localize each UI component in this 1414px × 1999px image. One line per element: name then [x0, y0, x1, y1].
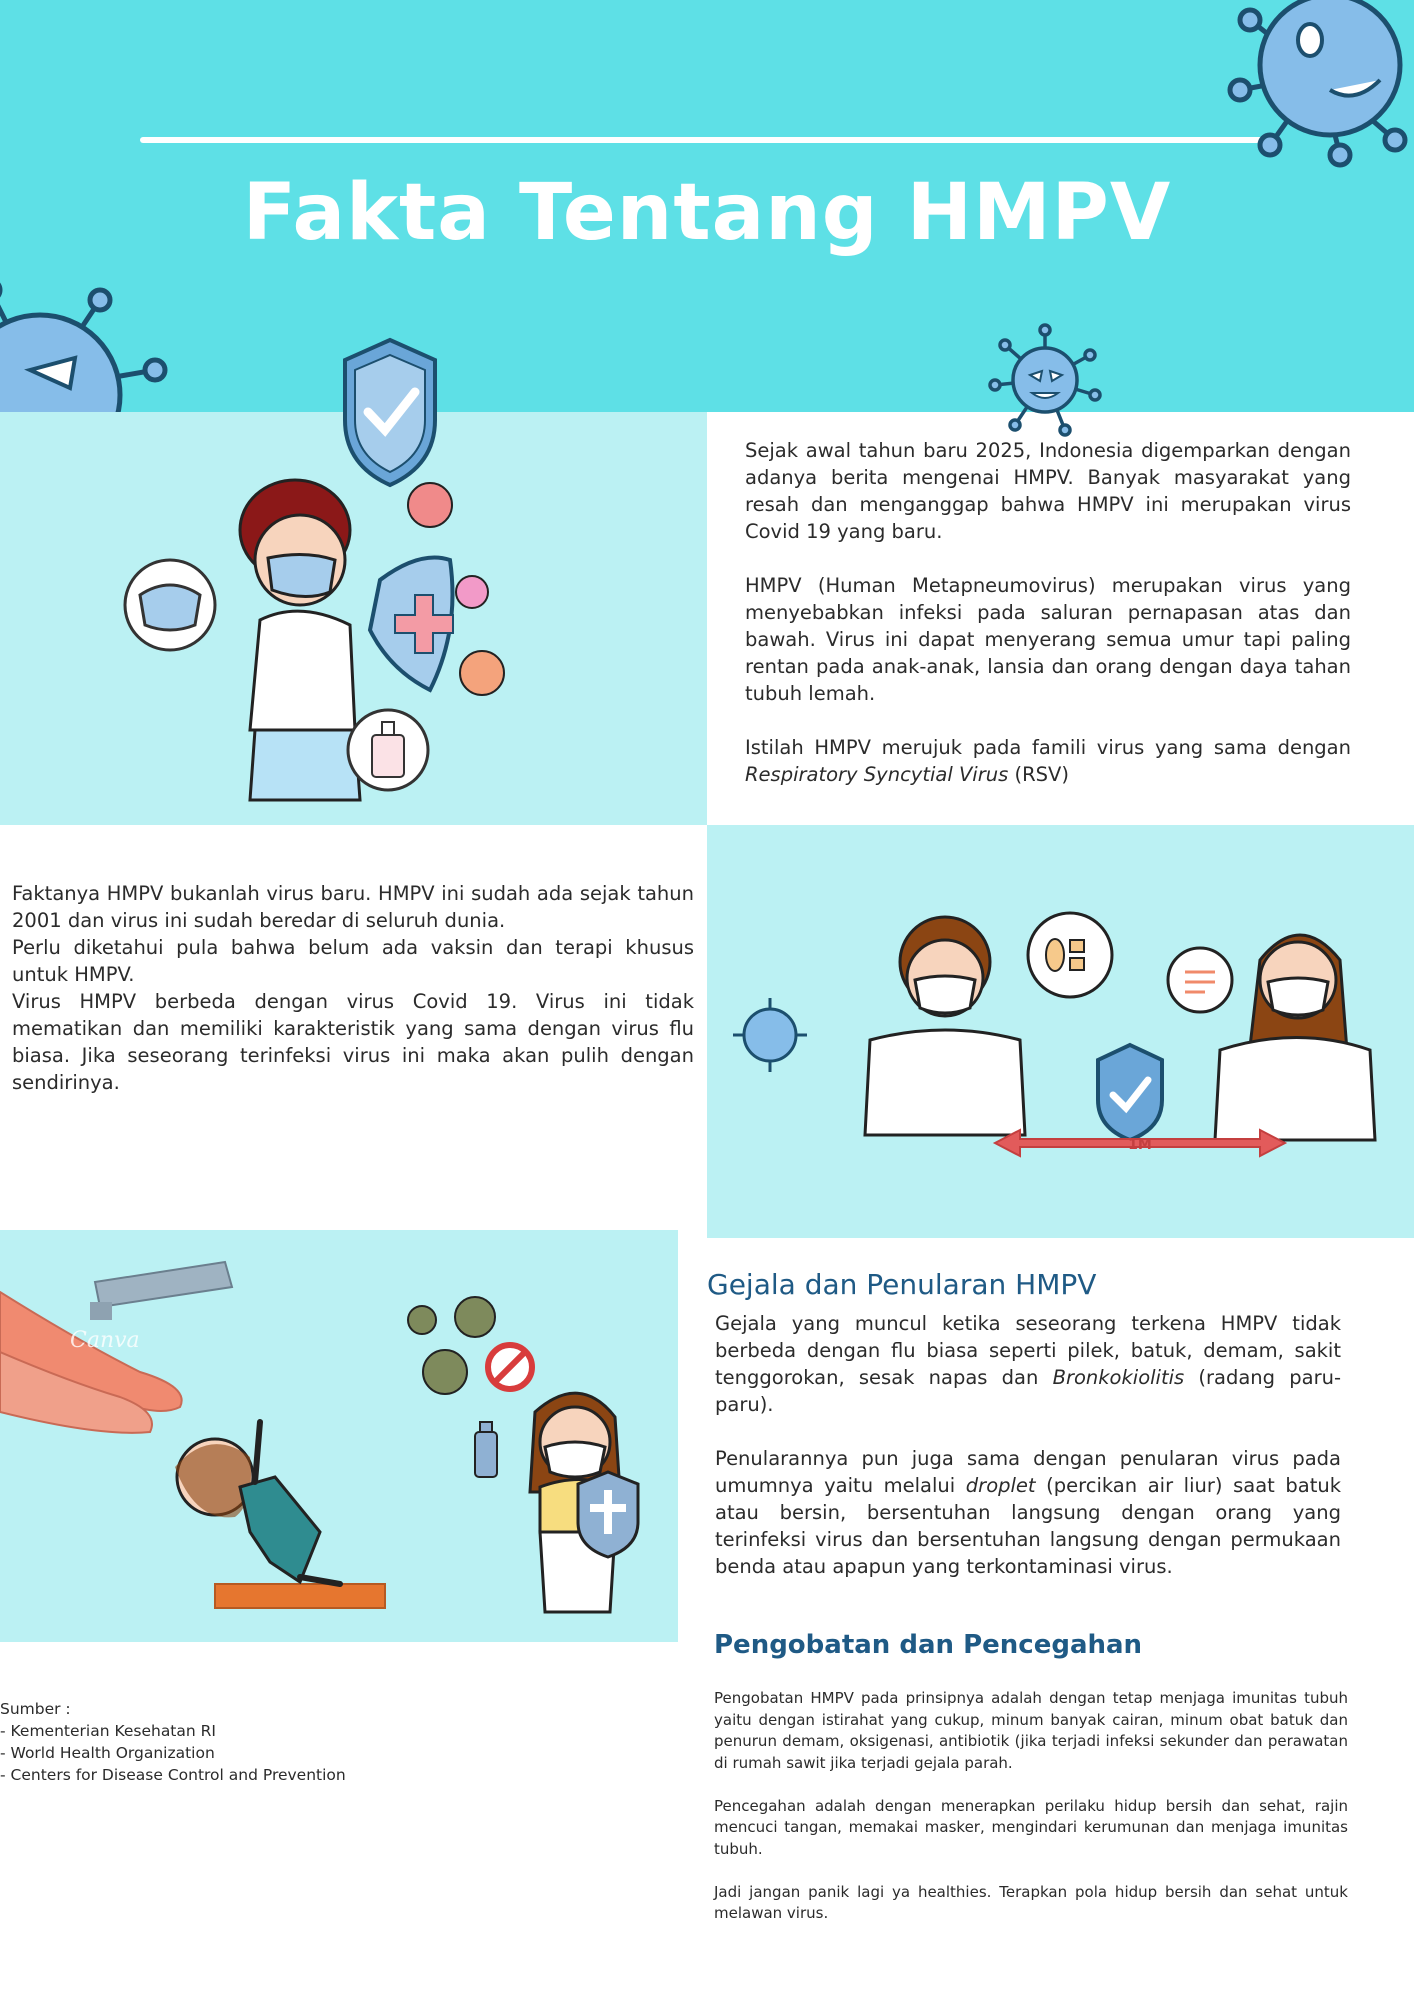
shield-cross-icon — [578, 1472, 638, 1557]
pengobatan-heading: Pengobatan dan Pencegahan — [714, 1630, 1143, 1660]
virus-icon — [733, 998, 807, 1072]
intro-paragraph: Sejak awal tahun baru 2025, Indonesia digemparkan dengan adanya berita mengenai HMPV. Banyak masyarakat yang resah dan menganggap bahwa HMPV ini merupakan virus Covid 19 yang baru. — [745, 439, 1351, 543]
gejala-paragraph: Penularannya pun juga sama dengan penularan virus pada umumnya yaitu melalui droplet (percikan air liur) saat batuk atau bersin, bersentuhan langsung dengan orang yang terinfeksi virus dan bersentuhan langsung dengan permukaan benda atau apapun yang terkontaminasi virus. — [715, 1447, 1341, 1578]
gejala-paragraph: Gejala yang muncul ketika seseorang terkena HMPV tidak berbeda dengan flu biasa seperti pilek, batuk, demam, sakit tenggorokan, sesak napas dan Bronkokiolitis (radang paru-paru). — [715, 1312, 1341, 1416]
pengobatan-text — [714, 1688, 1348, 1925]
virus-icon — [990, 325, 1100, 435]
pengobatan-paragraph: Pengobatan HMPV pada prinsipnya adalah dengan tetap menjaga imunitas tubuh yaitu dengan istirahat yang cukup, minum banyak cairan, minum obat batuk dan penurun demam, oksigenasi, antibiotik (jika terjadi infeksi sekunder dan perawatan di rumah sawit jika terjadi gejala parah. — [714, 1689, 1348, 1772]
watermark: Canva — [70, 1328, 140, 1353]
faucet-icon — [90, 1262, 232, 1320]
spray-icon — [475, 1422, 497, 1477]
source-item: - Kementerian Kesehatan RI — [0, 1722, 216, 1740]
sources-label: Sumber : — [0, 1700, 71, 1718]
title-rule — [140, 137, 1276, 143]
sources — [0, 1698, 346, 1786]
distancing-illustration — [720, 900, 1400, 1170]
page-title: Fakta Tentang HMPV — [242, 168, 1172, 258]
facts-text — [12, 880, 694, 1096]
intro-text — [745, 437, 1351, 788]
sanitizer-icon — [348, 710, 428, 790]
source-item: - Centers for Disease Control and Prevention — [0, 1766, 346, 1784]
facts-paragraph: Faktanya HMPV bukanlah virus baru. HMPV ini sudah ada sejak tahun 2001 dan virus ini sudah beredar di seluruh dunia. — [12, 882, 694, 932]
virus-icon — [1220, 0, 1414, 180]
shield-cross-icon — [370, 558, 453, 691]
gejala-heading: Gejala dan Penularan HMPV — [707, 1268, 1097, 1301]
prevention-illustration — [0, 1232, 678, 1642]
intro-paragraph: HMPV (Human Metapneumovirus) merupakan virus yang menyebabkan infeksi pada saluran pernapasan atas dan bawah. Virus ini dapat menyerang semua umur tapi paling rentan pada anak-anak, lansia dan orang dengan daya tahan tubuh lemah. — [745, 574, 1351, 705]
no-symbol-icon — [488, 1345, 532, 1389]
source-item: - World Health Organization — [0, 1744, 215, 1762]
facts-paragraph: Virus HMPV berbeda dengan virus Covid 19. Virus ini tidak mematikan dan memiliki karakteristik yang sama dengan virus flu biasa. Jika seseorang terinfeksi virus ini maka akan pulih dengan sendirinya. — [12, 990, 694, 1094]
pengobatan-paragraph: Pencegahan adalah dengan menerapkan perilaku hidup bersih dan sehat, rajin mencuci tangan, memakai masker, mengindari kerumunan dan menjaga imunitas tubuh. — [714, 1796, 1348, 1858]
facts-paragraph: Perlu diketahui pula bahwa belum ada vaksin dan terapi khusus untuk HMPV. — [12, 936, 694, 986]
gejala-text — [715, 1310, 1341, 1580]
boy-illustration — [120, 330, 540, 810]
shield-check-icon — [345, 340, 435, 485]
shield-check-icon — [1098, 1045, 1162, 1140]
distance-label: 1M — [1128, 1137, 1152, 1153]
intro-paragraph: Istilah HMPV merujuk pada famili virus yang sama dengan Respiratory Syncytial Virus (RSV) — [745, 736, 1351, 786]
mask-icon — [125, 560, 215, 650]
pengobatan-paragraph: Jadi jangan panik lagi ya healthies. Terapkan pola hidup bersih dan sehat untuk melawan virus. — [714, 1882, 1348, 1922]
